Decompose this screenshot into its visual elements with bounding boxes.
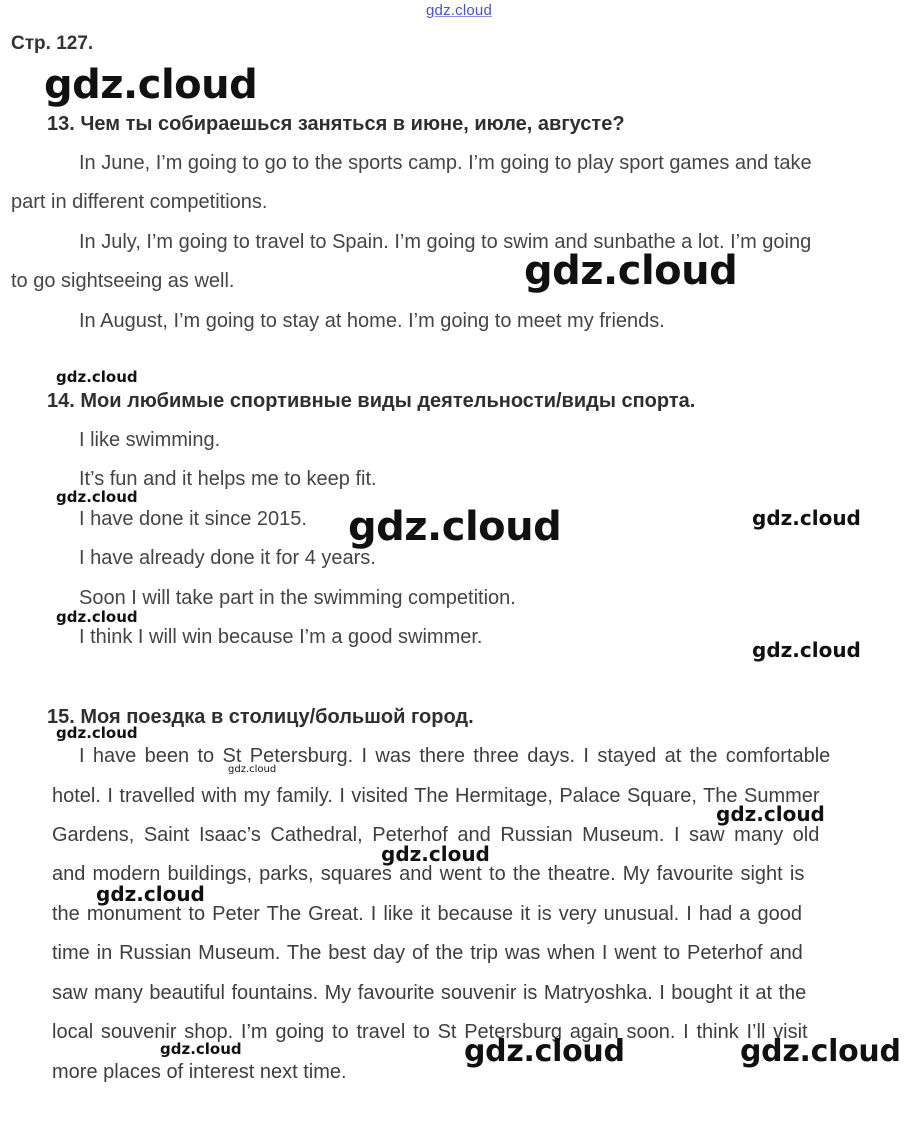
text-line: I have done it since 2015. bbox=[79, 508, 307, 530]
watermark: gdz.cloud bbox=[752, 506, 861, 530]
text-line: saw many beautiful fountains. My favourite souvenir is Matryoshka. I bought it at the bbox=[52, 982, 807, 1004]
text-line: I have already done it for 4 years. bbox=[79, 547, 376, 569]
text-line: and modern buildings, parks, squares and went to the theatre. My favourite sight is bbox=[52, 863, 805, 885]
text-line: In August, I’m going to stay at home. I’m going to meet my friends. bbox=[79, 310, 665, 332]
watermark: gdz.cloud bbox=[56, 368, 138, 386]
text-line: local souvenir shop. I’m going to travel to St Petersburg again soon. I think I’ll visit bbox=[52, 1021, 808, 1043]
page-number: Стр. 127. bbox=[11, 33, 94, 54]
watermark: gdz.cloud bbox=[464, 1034, 625, 1069]
watermark: gdz.cloud bbox=[740, 1034, 901, 1069]
text-line: It’s fun and it helps me to keep fit. bbox=[79, 468, 377, 490]
text-line: time in Russian Museum. The best day of the trip was when I went to Peterhof and bbox=[52, 942, 803, 964]
text-line: Gardens, Saint Isaac’s Cathedral, Peterhof and Russian Museum. I saw many old bbox=[52, 824, 820, 846]
watermark: gdz.cloud bbox=[348, 504, 562, 550]
watermark: gdz.cloud bbox=[160, 1040, 242, 1058]
watermark: gdz.cloud bbox=[524, 248, 738, 294]
text-line: I think I will win because I’m a good swimmer. bbox=[79, 626, 483, 648]
watermark: gdz.cloud bbox=[752, 638, 861, 662]
section-heading: 13. Чем ты собираешься заняться в июне, июле, августе? bbox=[47, 113, 625, 135]
watermark: gdz.cloud bbox=[56, 724, 138, 742]
watermark: gdz.cloud bbox=[228, 764, 277, 775]
section-heading: 14. Мои любимые спортивные виды деятельности/виды спорта. bbox=[47, 390, 696, 412]
section-heading: 15. Моя поездка в столицу/большой город. bbox=[47, 706, 474, 728]
text-line: I like swimming. bbox=[79, 429, 221, 451]
text-line: I have been to St Petersburg. I was there three days. I stayed at the comfortable bbox=[79, 745, 831, 767]
watermark: gdz.cloud bbox=[381, 842, 490, 866]
text-line: In June, I’m going to go to the sports camp. I’m going to play sport games and take bbox=[79, 152, 812, 174]
watermark: gdz.cloud bbox=[56, 608, 138, 626]
text-line: part in different competitions. bbox=[11, 191, 268, 213]
top-watermark-link[interactable]: gdz.cloud bbox=[425, 2, 492, 19]
text-line: the monument to Peter The Great. I like it because it is very unusual. I had a good bbox=[52, 903, 802, 925]
text-line: In July, I’m going to travel to Spain. I’m going to swim and sunbathe a lot. I’m going bbox=[79, 231, 812, 253]
text-line: Soon I will take part in the swimming competition. bbox=[79, 587, 516, 609]
watermark: gdz.cloud bbox=[44, 62, 258, 108]
text-line: hotel. I travelled with my family. I visited The Hermitage, Palace Square, The Summer bbox=[52, 785, 820, 807]
watermark: gdz.cloud bbox=[96, 882, 205, 906]
watermark: gdz.cloud bbox=[716, 802, 825, 826]
text-line: to go sightseeing as well. bbox=[11, 270, 235, 292]
watermark: gdz.cloud bbox=[56, 488, 138, 506]
text-line: more places of interest next time. bbox=[52, 1061, 347, 1083]
